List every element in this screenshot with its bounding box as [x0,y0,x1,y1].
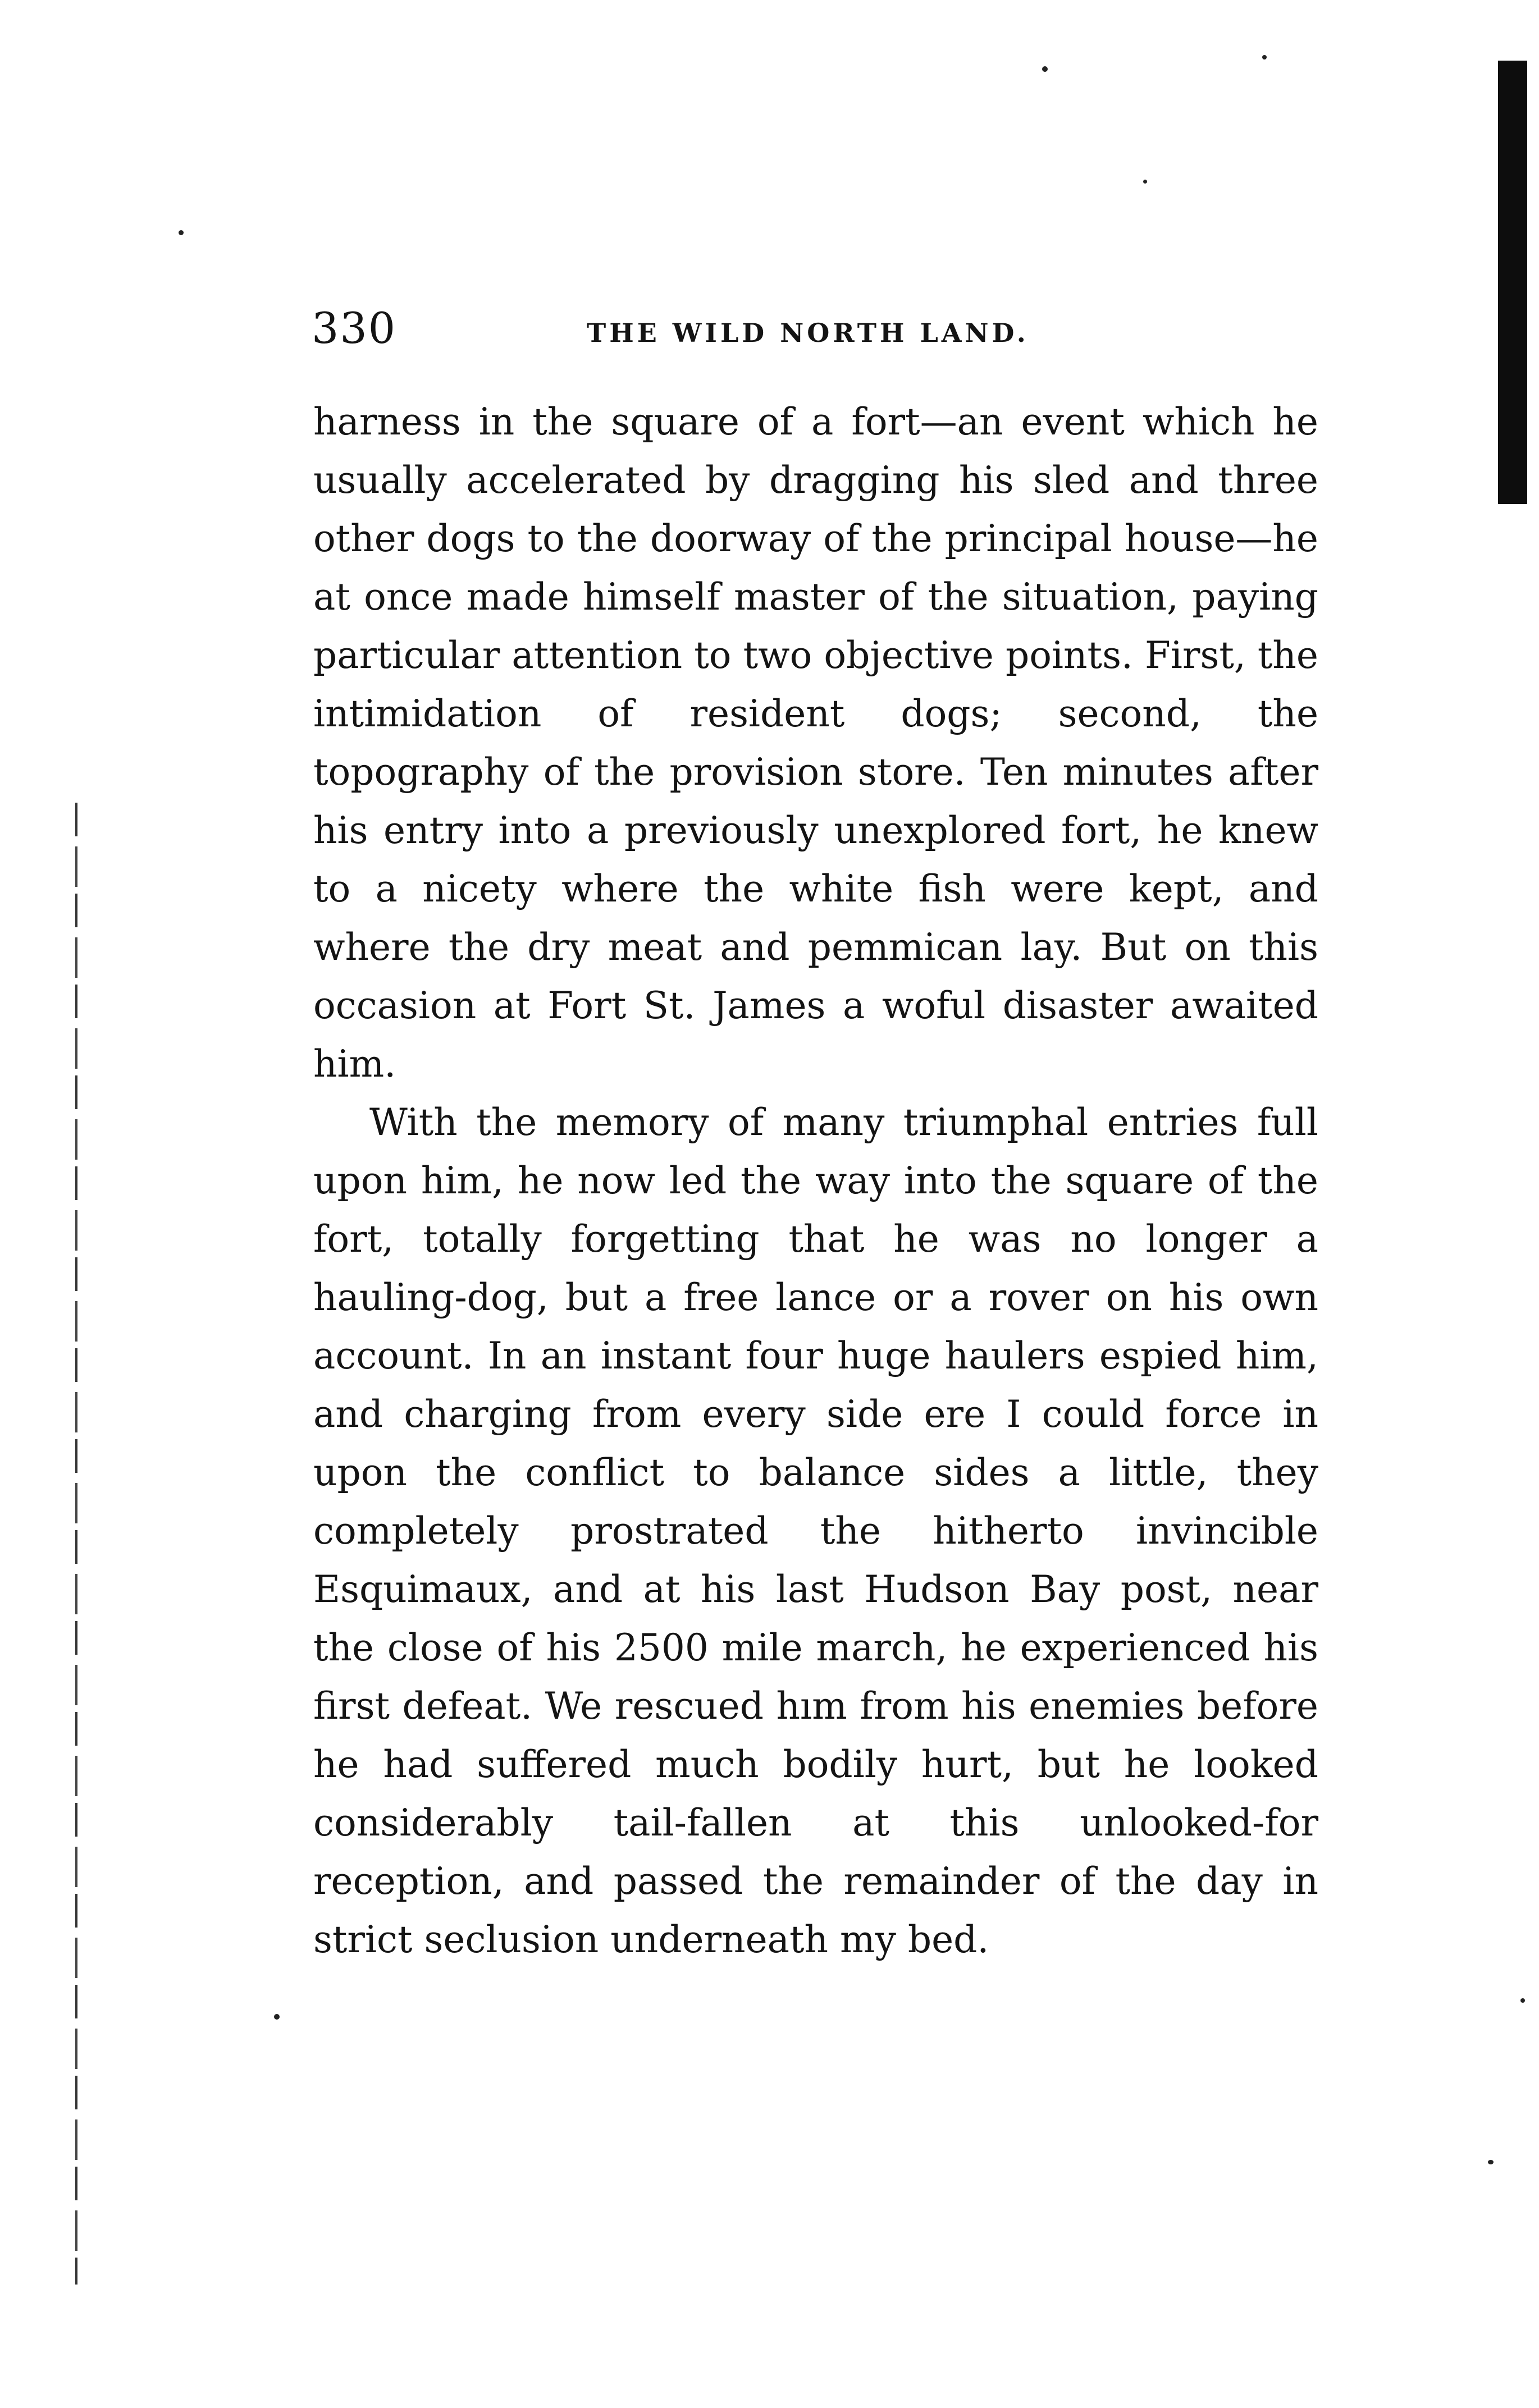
scan-speck [179,230,184,235]
scan-speck [274,2014,280,2020]
page-header [312,303,1339,354]
page-number: 330 [312,303,397,353]
scan-speck [1520,1998,1525,2003]
paragraph: With the memory of many triumphal entries full upon him, he now led the way into the square of the fort, totally forgetting that he was no longer a hauling-dog, but a free lance or a rover on his own account. In an instant four huge haulers espied him, and charging from every side ere I could force in upon the conflict to balance sides a little, they completely prostrated the hitherto invincible Esquimaux, and at his last Hudson Bay post, near the close of his 2500 mile march, he experienced his first defeat. We rescued hım from his enemies before he had suffered much bodily hurt, but he looked considerably tail-fallen at this unlooked-for reception, and passed the remainder of the day in strict seclusion underneath my bed. [313,1101,1318,1961]
scan-speck [1488,2160,1494,2164]
scan-edge-bar [1498,61,1527,504]
running-head: THE WILD NORTH LAND. [587,318,1029,348]
scan-speck [1262,55,1267,59]
body-text [313,393,1318,1969]
scan-speck [1042,66,1048,72]
scan-speck [1143,180,1147,184]
gutter-line [75,803,77,2285]
paragraph: harness in the square of a fort—an event which he usually accelerated by dragging his sled and three other dogs to the doorway of the principal house—he at once made himself master of the situation, paying particular attention to two objective points. First, the intimidation of resident dogs; second, the topography of the provision store. Ten minutes after his entry into a previously unexplored fort, he knew to a nicety where the white fish were kept, and where the dry meat and pemmican lay. But on this occasion at Fort St. James a woful disaster awaited him. [313,400,1318,1086]
